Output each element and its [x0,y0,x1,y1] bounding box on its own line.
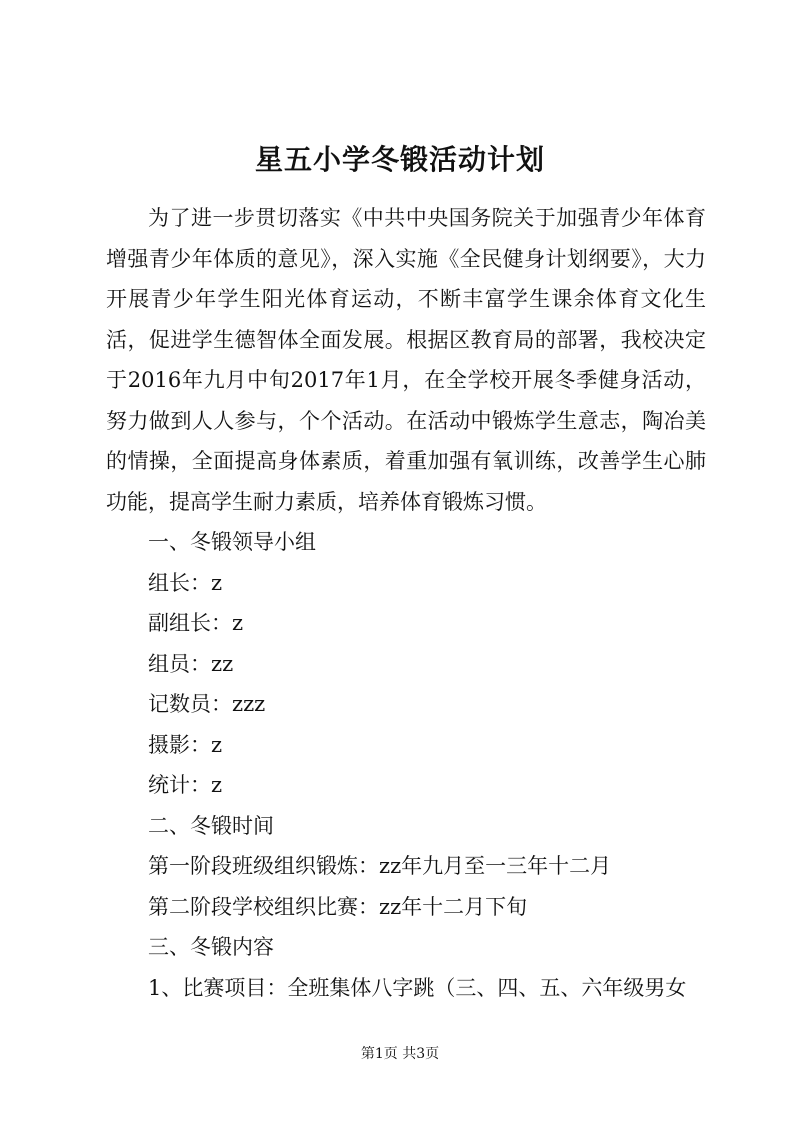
photography-line: 摄影：z [148,732,223,757]
document-body [106,198,706,1008]
deputy-leader-line: 副组长：z [148,611,244,635]
page-footer: 第1页 共3页 [360,1046,440,1062]
group-leader-line: 组长：z [148,570,223,595]
phase-one-line: 第一阶段班级组织锻炼：zz年九月至一三年十二月 [148,854,612,878]
document-title: 星五小学冬锻活动计划 [254,143,545,176]
phase-two-line: 第二阶段学校组织比赛：zz年十二月下旬 [148,894,528,919]
section-heading-time: 二、冬锻时间 [148,813,274,838]
content-item-one: 1、比赛项目：全班集体八字跳（三、四、五、六年级男女 [148,975,687,1000]
statistics-line: 统计：z [148,773,223,797]
members-line: 组员：zz [148,651,234,676]
section-heading-leadership: 一、冬锻领导小组 [148,530,316,554]
intro-paragraph: 为了进一步贯切落实《中共中央国务院关于加强青少年体育增强青少年体质的意见》，深入实施《全民健身计划纲要》，大力开展青少年学生阳光体育运动，不断丰富学生课余体育文化生活，促进学生德智体全面发展。根据区教育局的部署，我校决定于2016年九月中旬2017年1月，在全学校开展冬季健身活动，努力做到人人参与，个个活动。在活动中锻炼学生意志，陶冶美的情操，全面提高身体素质，着重加强有氧训练，改善学生心肺功能，提高学生耐力素质，培养体育锻炼习惯。 [106,206,706,514]
section-heading-content: 三、冬锻内容 [148,935,274,959]
scorekeeper-line: 记数员：zzz [148,692,266,716]
